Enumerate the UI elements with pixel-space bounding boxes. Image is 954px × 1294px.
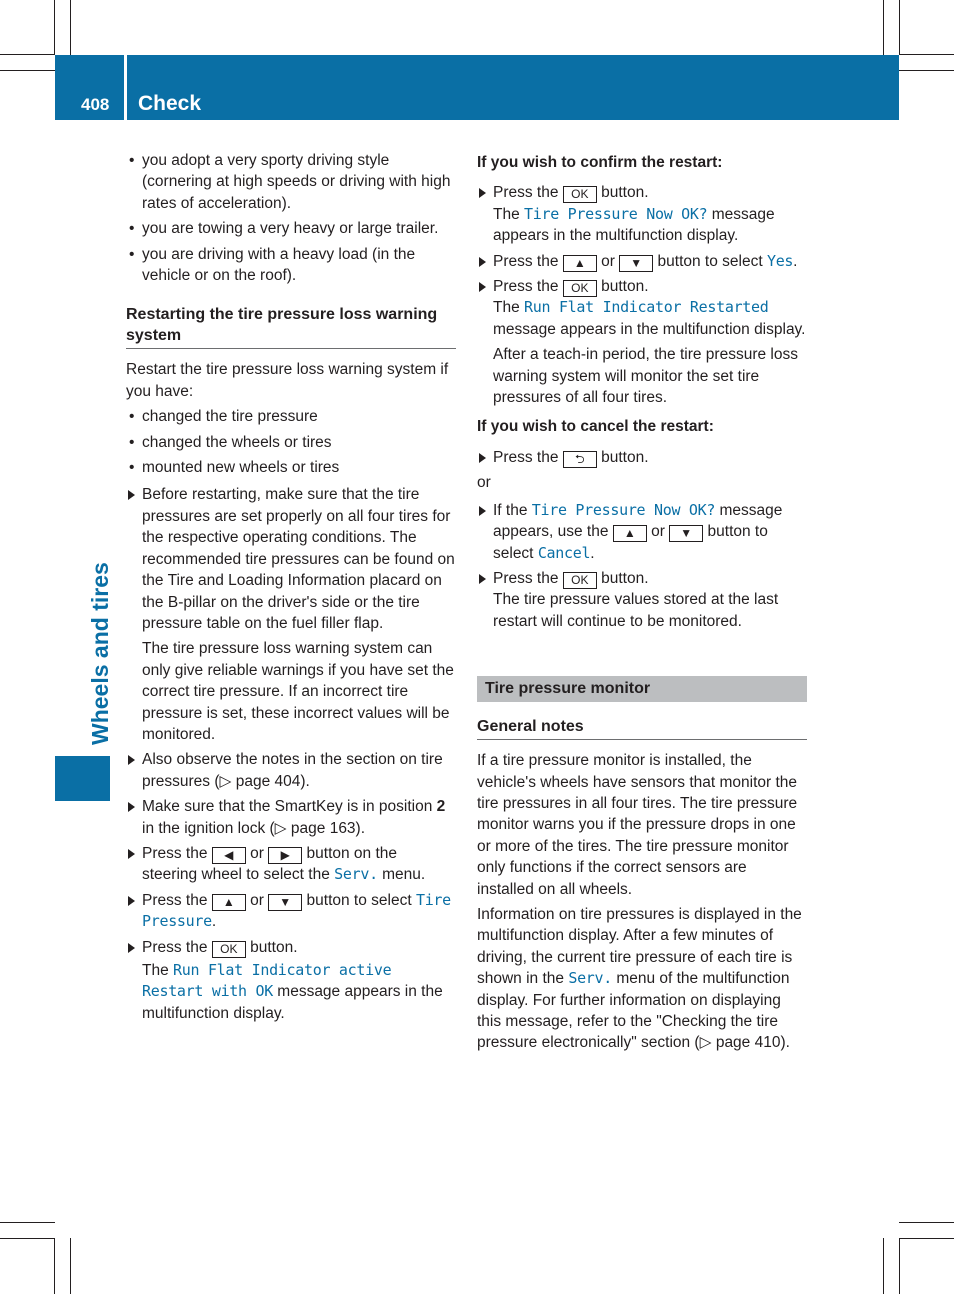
step-arrow-icon (479, 574, 486, 584)
crop-mark (70, 0, 71, 55)
step-text: or (651, 523, 665, 541)
paragraph: If a tire pressure monitor is installed, the vehicle's wheels have sensors that monitor the tire pressures in all four tires. The tire pressure monitor warns you if the pressure drops in one or more of the tires. The tire pressure monitor only functions if the correct sensors are installed on all wheels. (477, 752, 798, 898)
step-note: The tire pressure values stored at the last restart will continue to be monitored. (493, 591, 779, 630)
crop-mark (70, 1238, 71, 1294)
step-text: Press the (142, 844, 208, 862)
step-arrow-icon (128, 896, 135, 906)
instruction-step (126, 749, 456, 792)
step-arrow-icon (479, 453, 486, 463)
step-text: message appears in the multifunction display. (493, 205, 775, 245)
ok-key: OK (212, 941, 246, 958)
step-text: Press the (493, 448, 559, 466)
step-text: . (590, 544, 595, 562)
crop-mark (899, 54, 954, 55)
crop-mark (883, 0, 884, 55)
step-text: . (793, 252, 798, 270)
display-message-text: Tire Pressure Now OK? (524, 204, 708, 223)
key-position: 2 (436, 798, 446, 816)
step-arrow-icon (128, 802, 135, 812)
left-arrow-key-icon: ◀ (212, 847, 246, 864)
instruction-step (126, 796, 456, 839)
step-text: button to select (306, 891, 412, 909)
down-arrow-key-icon: ▼ (669, 525, 703, 542)
page-header (55, 55, 899, 120)
step-text: button to select (657, 252, 763, 270)
step-text: button on the steering wheel to select the (142, 844, 398, 884)
crop-mark (899, 1238, 900, 1294)
down-arrow-key-icon: ▼ (619, 255, 653, 272)
step-arrow-icon (128, 849, 135, 859)
step-note: The tire pressure loss warning system can only give reliable warnings if you have set the correct tire pressure. If an incorrect tire pressure is set, these incorrect values will be monitored. (142, 640, 454, 743)
right-column (477, 152, 807, 1058)
step-text: button. (250, 938, 298, 956)
right-arrow-key-icon: ▶ (268, 847, 302, 864)
step-text: The (493, 299, 520, 317)
step-arrow-icon (128, 490, 135, 500)
ok-key: OK (563, 186, 597, 203)
subheading: If you wish to cancel the restart: (477, 418, 714, 436)
display-menu-text: Yes (766, 251, 794, 270)
list-item: • changed the tire pressure (126, 406, 456, 427)
list-item: • you are towing a very heavy or large trailer. (126, 218, 456, 239)
display-message-text: Run Flat Indicator active Restart with OK (142, 961, 392, 1001)
step-text: If the (493, 501, 528, 519)
step-arrow-icon (479, 282, 486, 292)
step-text: Press the (493, 569, 559, 587)
step-text: message appears in the multifunction display. (493, 320, 806, 338)
step-text: or (250, 844, 264, 862)
display-message-text: Run Flat Indicator Restarted (524, 298, 769, 317)
step-note: After a teach-in period, the tire pressure loss warning system will monitor the set tire pressures of all four tires. (493, 346, 798, 407)
up-arrow-key-icon: ▲ (563, 255, 597, 272)
page-number: 408 (81, 95, 110, 114)
chapter-title: Wheels and tires (87, 562, 113, 745)
display-menu-text: Cancel (537, 543, 591, 562)
instruction-step (126, 843, 456, 886)
list-item: • mounted new wheels or tires (126, 457, 456, 478)
display-menu-text: Tire Pressure (142, 890, 451, 931)
step-text: button. (601, 448, 649, 466)
section-heading: General notes (477, 716, 807, 740)
section-band: Tire pressure monitor (477, 676, 807, 702)
crop-mark (899, 1222, 954, 1223)
crop-mark (0, 1222, 55, 1223)
step-text: Before restarting, make sure that the tire pressures are set properly on all four tires for the respective operating conditions. The recommended tire pressures can be found on the Tire and Loading Information placard on the B-pillar on the driver's side or the tire pressure table on the fuel filler flap. (142, 486, 455, 632)
step-text: Make sure that the SmartKey is in position (142, 798, 433, 816)
back-key-icon: ⮌ (563, 451, 597, 468)
crop-mark (899, 1238, 954, 1239)
step-text: button to select (493, 523, 768, 562)
step-text: menu. (382, 866, 426, 884)
crop-mark (899, 0, 900, 55)
crop-mark (0, 70, 55, 71)
step-arrow-icon (479, 257, 486, 267)
list-item: • you are driving with a heavy load (in the vehicle or on the roof). (126, 244, 456, 287)
up-arrow-key-icon: ▲ (613, 525, 647, 542)
step-text: or (601, 252, 615, 270)
step-text: Press the (142, 938, 208, 956)
display-menu-text: Serv. (568, 969, 612, 988)
down-arrow-key-icon: ▼ (268, 894, 302, 911)
step-text: Press the (493, 184, 559, 202)
step-text: message appears in the multifunction display. (142, 983, 443, 1022)
display-message-text: Tire Pressure Now OK? (531, 500, 716, 519)
ok-key: OK (563, 572, 597, 589)
step-text: The (493, 205, 520, 223)
crop-mark (883, 1238, 884, 1294)
instruction-step (126, 484, 456, 745)
instruction-step (477, 447, 807, 468)
instruction-step (477, 568, 807, 632)
step-text: button. (601, 569, 649, 587)
step-text: Press the (142, 891, 208, 909)
instruction-step (126, 937, 456, 1025)
step-note (493, 297, 807, 340)
instruction-step (477, 182, 807, 246)
crop-mark (899, 70, 954, 71)
step-text: button. (601, 184, 649, 202)
step-arrow-icon (128, 755, 135, 765)
step-note (493, 204, 807, 247)
display-menu-text: Serv. (334, 865, 378, 884)
step-note (142, 960, 456, 1024)
step-arrow-icon (128, 943, 135, 953)
instruction-step (126, 890, 456, 933)
paragraph-text: Information on tire pressures is displayed in the multifunction display. After a few minutes of driving, the current tire pressure of each tire is shown in the (477, 905, 802, 988)
step-arrow-icon (479, 188, 486, 198)
paragraph (477, 904, 807, 1054)
up-arrow-key-icon: ▲ (212, 894, 246, 911)
step-text: . (211, 913, 217, 931)
crop-mark (0, 1238, 55, 1239)
step-text: The (142, 962, 169, 979)
step-text: in the ignition lock (▷ page 163). (142, 819, 366, 837)
crop-mark (0, 54, 55, 55)
step-text: button. (601, 278, 649, 296)
step-arrow-icon (479, 506, 486, 516)
step-text: or (250, 891, 264, 909)
subheading: If you wish to confirm the restart: (477, 154, 723, 171)
instruction-step (477, 276, 807, 408)
paragraph-text: menu of the multifunction display. For further information on displaying this message, refer to the "Checking the tire pressure electronically" section (▷ page 410). (477, 970, 790, 1052)
list-item: • you adopt a very sporty driving style (cornering at high speeds or driving with high rates of acceleration). (126, 150, 456, 214)
crop-mark (54, 0, 55, 55)
crop-mark (54, 1238, 55, 1294)
instruction-step (477, 500, 807, 564)
list-item: • changed the wheels or tires (126, 432, 456, 453)
left-column (126, 150, 456, 1028)
step-text: Press the (493, 252, 559, 270)
step-text: Also observe the notes in the section on tire pressures (▷ page 404). (142, 751, 443, 790)
section-title: Check (138, 92, 202, 115)
header-divider (124, 55, 127, 120)
section-heading: Restarting the tire pressure loss warning system (126, 304, 456, 349)
or-separator: or (477, 474, 491, 492)
ok-key: OK (563, 280, 597, 297)
step-text: message appears, use the (493, 501, 783, 541)
paragraph: Restart the tire pressure loss warning system if you have: (126, 361, 449, 400)
step-text: Press the (493, 278, 559, 296)
instruction-step (477, 251, 807, 272)
